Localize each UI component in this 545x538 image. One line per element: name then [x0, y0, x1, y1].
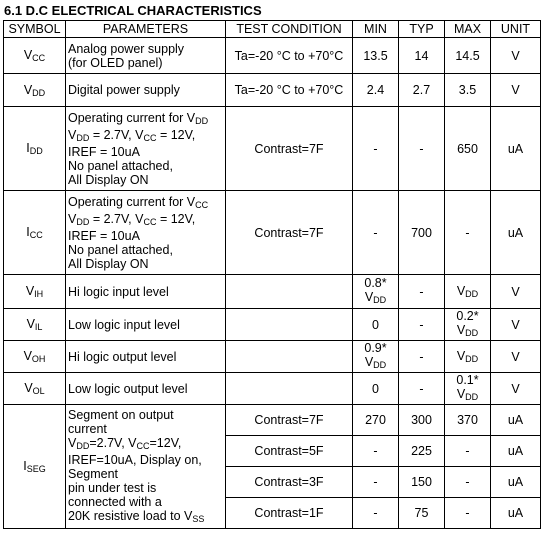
- typ-cell: -: [399, 107, 445, 191]
- unit-cell: uA: [491, 405, 541, 436]
- condition-cell: Contrast=1F: [226, 498, 353, 529]
- condition-cell: Ta=-20 °C to +70°C: [226, 38, 353, 74]
- unit-cell: uA: [491, 191, 541, 275]
- dc-characteristics-table: [3, 20, 541, 529]
- max-cell: 3.5: [445, 74, 491, 107]
- parameter-cell: Hi logic output level: [66, 341, 226, 373]
- unit-cell: uA: [491, 436, 541, 467]
- max-cell: -: [445, 498, 491, 529]
- unit-cell: V: [491, 309, 541, 341]
- header-test-condition: TEST CONDITION: [226, 21, 353, 38]
- condition-cell: [226, 341, 353, 373]
- min-cell: -: [353, 498, 399, 529]
- min-cell: -: [353, 107, 399, 191]
- min-cell: 270: [353, 405, 399, 436]
- unit-cell: V: [491, 38, 541, 74]
- max-cell: $V_{DD}$: [445, 341, 491, 373]
- max-cell: -: [445, 467, 491, 498]
- header-unit: UNIT: [491, 21, 541, 38]
- unit-cell: V: [491, 74, 541, 107]
- table-row: [4, 309, 541, 341]
- min-cell: 0: [353, 309, 399, 341]
- typ-cell: 14: [399, 38, 445, 74]
- symbol-cell: $I_{SEG}$: [4, 405, 66, 529]
- symbol-cell: $V_{IH}$: [4, 275, 66, 309]
- unit-cell: V: [491, 373, 541, 405]
- unit-cell: V: [491, 341, 541, 373]
- typ-cell: 300: [399, 405, 445, 436]
- typ-cell: -: [399, 309, 445, 341]
- parameter-cell: Operating current for $V_{CC}$ $V_{DD} = 2.7V$, $V_{CC} = 12V$, IREF = 10uA No panel attached, All Display ON: [66, 191, 226, 275]
- table-row: [4, 191, 541, 275]
- parameter-cell: Analog power supply (for OLED panel): [66, 38, 226, 74]
- table-row: [4, 107, 541, 191]
- max-cell: 650: [445, 107, 491, 191]
- symbol-cell: $V_{CC}$: [4, 38, 66, 74]
- max-cell: 0.1* $V_{DD}$: [445, 373, 491, 405]
- condition-cell: [226, 373, 353, 405]
- parameter-cell: Operating current for $V_{DD}$ $V_{DD} = 2.7V$, $V_{CC} = 12V$, IREF = 10uA No panel attached, All Display ON: [66, 107, 226, 191]
- max-cell: $V_{DD}$: [445, 275, 491, 309]
- condition-cell: Contrast=7F: [226, 405, 353, 436]
- condition-cell: [226, 275, 353, 309]
- min-cell: -: [353, 436, 399, 467]
- min-cell: 2.4: [353, 74, 399, 107]
- header-typ: TYP: [399, 21, 445, 38]
- section-title: 6.1 D.C ELECTRICAL CHARACTERISTICS: [4, 3, 262, 18]
- parameter-cell: Hi logic input level: [66, 275, 226, 309]
- symbol-cell: $I_{DD}$: [4, 107, 66, 191]
- max-cell: 0.2* $V_{DD}$: [445, 309, 491, 341]
- typ-cell: 700: [399, 191, 445, 275]
- min-cell: -: [353, 467, 399, 498]
- condition-cell: [226, 309, 353, 341]
- typ-cell: -: [399, 341, 445, 373]
- header-parameters: PARAMETERS: [66, 21, 226, 38]
- unit-cell: uA: [491, 498, 541, 529]
- min-cell: 0.8* $V_{DD}$: [353, 275, 399, 309]
- symbol-cell: $V_{DD}$: [4, 74, 66, 107]
- min-cell: -: [353, 191, 399, 275]
- unit-cell: uA: [491, 107, 541, 191]
- max-cell: -: [445, 191, 491, 275]
- condition-cell: Contrast=3F: [226, 467, 353, 498]
- typ-cell: -: [399, 275, 445, 309]
- table-row: [4, 373, 541, 405]
- condition-cell: Contrast=7F: [226, 191, 353, 275]
- parameter-cell: Digital power supply: [66, 74, 226, 107]
- header-max: MAX: [445, 21, 491, 38]
- typ-cell: 150: [399, 467, 445, 498]
- header-row: [4, 21, 541, 38]
- table-row: [4, 275, 541, 309]
- table-row: [4, 74, 541, 107]
- max-cell: 14.5: [445, 38, 491, 74]
- typ-cell: 2.7: [399, 74, 445, 107]
- parameter-cell: Low logic input level: [66, 309, 226, 341]
- table-row: [4, 341, 541, 373]
- unit-cell: uA: [491, 467, 541, 498]
- symbol-cell: $V_{OH}$: [4, 341, 66, 373]
- typ-cell: -: [399, 373, 445, 405]
- symbol-cell: $V_{IL}$: [4, 309, 66, 341]
- max-cell: -: [445, 436, 491, 467]
- typ-cell: 75: [399, 498, 445, 529]
- symbol-cell: $I_{CC}$: [4, 191, 66, 275]
- min-cell: 0.9* $V_{DD}$: [353, 341, 399, 373]
- unit-cell: V: [491, 275, 541, 309]
- condition-cell: Ta=-20 °C to +70°C: [226, 74, 353, 107]
- symbol-cell: $V_{OL}$: [4, 373, 66, 405]
- parameter-cell: Segment on output current $V_{DD}=2.7V$, $V_{CC}=12V$, IREF=10uA, Display on, Segment pin under test is connected with a 20K resistive load to $V_{SS}$: [66, 405, 226, 529]
- parameter-cell: Low logic output level: [66, 373, 226, 405]
- header-symbol: SYMBOL: [4, 21, 66, 38]
- min-cell: 13.5: [353, 38, 399, 74]
- condition-cell: Contrast=7F: [226, 107, 353, 191]
- typ-cell: 225: [399, 436, 445, 467]
- table-row: [4, 38, 541, 74]
- min-cell: 0: [353, 373, 399, 405]
- condition-cell: Contrast=5F: [226, 436, 353, 467]
- header-min: MIN: [353, 21, 399, 38]
- max-cell: 370: [445, 405, 491, 436]
- table-row: [4, 405, 541, 436]
